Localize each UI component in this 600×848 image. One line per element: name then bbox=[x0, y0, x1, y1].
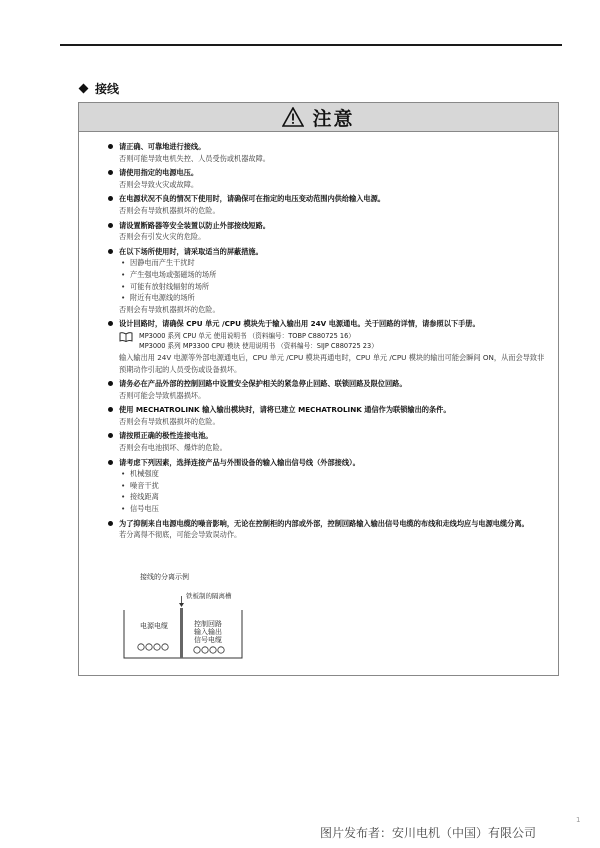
cable-circle-icon bbox=[210, 647, 216, 653]
bullet-icon bbox=[108, 249, 113, 254]
signal-cable-label-line: 输入输出 bbox=[194, 628, 222, 636]
signal-cable-label-line: 控制回路 bbox=[194, 620, 222, 628]
item-title: 在电源状况不良的情况下使用时，请确保可在指定的电压变动范围内供给输入电源。 bbox=[119, 194, 385, 204]
signal-cable-label-line: 信号电缆 bbox=[194, 636, 222, 644]
sub-list-item: • 附近有电源线的场所 bbox=[121, 293, 195, 303]
item-title: 为了抑制来自电源电缆的噪音影响，无论在控制柜的内部或外部，控制回路输入输出信号电缆的布线和走线均应与电源电缆分离。 bbox=[119, 518, 529, 528]
item-title: 在以下场所使用时，请采取适当的屏蔽措施。 bbox=[119, 246, 263, 256]
item-title: 使用 MECHATROLINK 输入输出模块时，请将已建立 MECHATROLINK 通信作为联锁输出的条件。 bbox=[119, 405, 451, 415]
sub-item-text: 噪音干扰 bbox=[130, 480, 159, 490]
caution-item bbox=[107, 378, 547, 401]
item-desc: 否则可能导致电机失控、人员受伤或机器故障。 bbox=[119, 153, 270, 163]
arrow-head-icon bbox=[179, 603, 184, 607]
sub-item-text: 附近有电源线的场所 bbox=[130, 293, 195, 303]
bullet-icon bbox=[108, 407, 113, 412]
sub-list-item: • 接线距离 bbox=[121, 492, 159, 502]
item-title: 请考虑下列因素，选择连接产品与外围设备的输入输出信号线（外部接线）。 bbox=[119, 457, 360, 467]
item-desc: 否则会有电池损坏、爆炸的危险。 bbox=[119, 443, 227, 453]
cable-circle-icon bbox=[194, 647, 200, 653]
cable-separation-diagram bbox=[118, 584, 248, 660]
section-title: 接线 bbox=[95, 82, 120, 96]
sub-list-item: • 机械强度 bbox=[121, 469, 159, 479]
cable-circle-icon bbox=[138, 644, 144, 650]
bullet-icon bbox=[108, 521, 113, 526]
caution-item bbox=[107, 193, 547, 216]
manual-line: MP3000 系列 CPU 单元 使用说明书 （资料编号：TOBP C880725 16） bbox=[139, 331, 355, 340]
item-title: 请按照正确的极性连接电池。 bbox=[119, 431, 213, 441]
bullet-icon bbox=[108, 460, 113, 465]
item-title: 请使用指定的电源电压。 bbox=[119, 168, 199, 178]
cable-circle-icon bbox=[218, 647, 224, 653]
diagram-caption: 接线的分离示例 bbox=[140, 573, 189, 581]
bullet-icon bbox=[108, 144, 113, 149]
item-desc: 否则会有导致机器损坏的危险。 bbox=[119, 205, 220, 215]
sub-list-item: • 产生强电场或强磁场的场所 bbox=[121, 269, 217, 279]
bullet-icon bbox=[108, 381, 113, 386]
cable-circle-icon bbox=[162, 644, 168, 650]
sub-item-text: 可能有放射线辐射的场所 bbox=[130, 281, 210, 291]
caution-item bbox=[107, 141, 547, 164]
sub-item-text: 接线距离 bbox=[130, 492, 159, 502]
sub-list-item: • 噪音干扰 bbox=[121, 480, 159, 490]
caution-item bbox=[107, 246, 547, 316]
caution-item bbox=[107, 430, 547, 453]
sub-item-text: 机械强度 bbox=[130, 469, 159, 479]
item-desc: 否则会导致火灾或故障。 bbox=[119, 179, 199, 189]
bullet-icon bbox=[108, 433, 113, 438]
item-desc: 否则会有引发火灾的危险。 bbox=[119, 232, 206, 242]
diamond-bullet-icon bbox=[79, 84, 89, 94]
caution-title: 注意 bbox=[312, 107, 355, 130]
item-title: 请务必在产品外部的控制回路中设置安全保护相关的紧急停止回路、联锁回路及限位回路。 bbox=[119, 379, 407, 389]
caution-item bbox=[107, 318, 547, 375]
bullet-icon bbox=[108, 223, 113, 228]
warning-triangle-icon bbox=[282, 107, 304, 127]
top-rule bbox=[60, 44, 562, 46]
item-title: 设计回路时，请确保 CPU 单元 /CPU 模块先于输入输出用 24V 电源通电。关于回路的详情，请参照以下手册。 bbox=[119, 319, 480, 329]
power-cable-label: 电源电缆 bbox=[140, 622, 168, 630]
bullet-icon bbox=[108, 170, 113, 175]
sub-list-item: • 因静电而产生干扰时 bbox=[121, 258, 195, 268]
item-desc: 输入输出用 24V 电源等外部电源通电后，CPU 单元 /CPU 模块再通电时，CPU 单元 /CPU 模块的输出可能会瞬间 ON，从而会导致非预期动作引起的人员受伤或设备损坏。 bbox=[119, 352, 545, 374]
caution-item bbox=[107, 457, 547, 515]
sub-list-item: • 可能有放射线辐射的场所 bbox=[121, 281, 210, 291]
sub-list-item: • 信号电压 bbox=[121, 504, 159, 514]
publisher-credit: 图片发布者：安川电机（中国）有限公司 bbox=[320, 826, 537, 840]
caution-item bbox=[107, 404, 547, 427]
item-desc: 若分离得不彻底，可能会导致误动作。 bbox=[119, 530, 242, 540]
caution-content bbox=[107, 141, 547, 544]
item-desc: 否则会有导致机器损坏的危险。 bbox=[119, 416, 220, 426]
item-title: 请设置断路器等安全装置以防止外部接线短路。 bbox=[119, 220, 270, 230]
sub-item-text: 产生强电场或强磁场的场所 bbox=[130, 269, 217, 279]
sub-item-text: 信号电压 bbox=[130, 504, 159, 514]
cable-circle-icon bbox=[154, 644, 160, 650]
caution-item bbox=[107, 518, 547, 541]
sub-item-text: 因静电而产生干扰时 bbox=[130, 258, 195, 268]
item-desc: 否则会有导致机器损坏的危险。 bbox=[119, 304, 220, 314]
page-mark: 1 bbox=[576, 816, 581, 824]
divider-plate bbox=[180, 608, 183, 658]
caution-header bbox=[79, 103, 558, 132]
item-desc: 否则可能会导致机器损坏。 bbox=[119, 390, 206, 400]
manual-line: MP3000 系列 MP3300 CPU 模块 使用说明书 （资料编号：SIJP C880725 23） bbox=[139, 341, 378, 350]
book-icon bbox=[119, 332, 133, 342]
separator-label: 铁板制的隔离槽 bbox=[186, 592, 232, 600]
section-heading bbox=[80, 80, 119, 97]
manual-reference bbox=[119, 331, 547, 351]
item-title: 请正确、可靠地进行接线。 bbox=[119, 142, 206, 151]
caution-item bbox=[107, 167, 547, 190]
cable-circle-icon bbox=[146, 644, 152, 650]
caution-item bbox=[107, 220, 547, 243]
bullet-icon bbox=[108, 321, 113, 326]
bullet-icon bbox=[108, 196, 113, 201]
cable-circle-icon bbox=[202, 647, 208, 653]
